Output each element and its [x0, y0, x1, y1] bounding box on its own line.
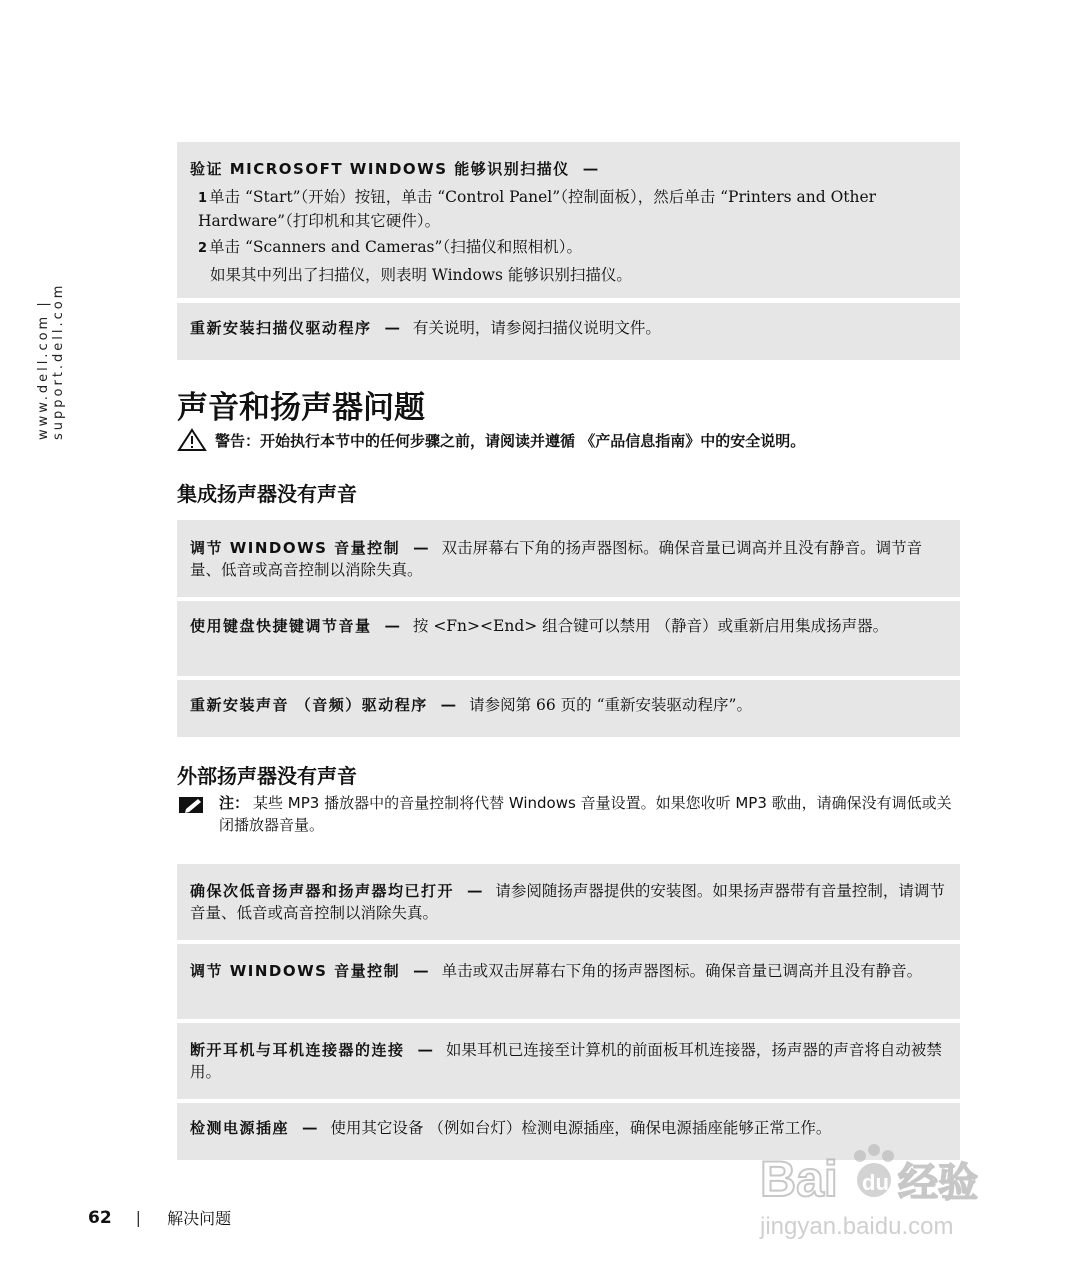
item-text: 双击屏幕右下角的扬声器图标。确保音量已调高并且没有静音。调节音量、低音或高音控制以消除失真。: [190, 539, 923, 579]
note-pencil-icon: [177, 794, 207, 816]
dash: —: [413, 961, 429, 980]
integrated-item: [177, 520, 960, 597]
item-text: 请参阅随扬声器提供的安装图。如果扬声器带有音量控制，请调节音量、低音或高音控制以消除失真。: [190, 882, 945, 922]
side-url: www.dell.com | support.dell.com: [36, 282, 66, 440]
scanner-reinstall-text: 有关说明，请参阅扫描仪说明文件。: [412, 319, 661, 337]
warning: [177, 428, 967, 452]
step-number: 2: [198, 241, 208, 256]
dash: —: [440, 695, 457, 714]
page-title: 声音和扬声器问题: [177, 390, 425, 426]
dash: —: [384, 318, 400, 337]
item-title: 调节 WINDOWS 音量控制: [190, 539, 401, 557]
page-number: 62: [88, 1207, 112, 1228]
footer-separator: |: [135, 1208, 142, 1227]
item-text: 使用其它设备 （例如台灯）检测电源插座，确保电源插座能够正常工作。: [330, 1119, 832, 1137]
dash: —: [582, 159, 599, 178]
step-2: [190, 236, 946, 260]
baidu-watermark-logo: [756, 1138, 1006, 1248]
note-text: 某些 MP3 播放器中的音量控制将代替 Windows 音量设置。如果您收听 MP3 歌曲，请确保没有调低或关闭播放器音量。: [219, 794, 952, 834]
item-title: 重新安装声音 （音频）驱动程序: [190, 696, 428, 714]
item-text: 如果耳机已连接至计算机的前面板耳机连接器，扬声器的声音将自动被禁用。: [190, 1041, 942, 1081]
external-heading: 外部扬声器没有声音: [177, 764, 357, 788]
scanner-reinstall-title: 重新安装扫描仪驱动程序: [190, 319, 372, 337]
integrated-item: [177, 601, 960, 676]
external-item: [177, 944, 960, 1019]
footer-section: 解决问题: [167, 1209, 232, 1228]
item-title: 检测电源插座: [190, 1119, 290, 1137]
item-title: 调节 WINDOWS 音量控制: [190, 962, 401, 980]
scanner-reinstall-box: [177, 303, 960, 360]
item-text: 请参阅第 66 页的 “重新安装驱动程序”。: [469, 696, 752, 714]
step-number: 1: [198, 191, 208, 206]
svg-text:Bai: Bai: [760, 1151, 838, 1207]
scanner-verify-title: 验证 MICROSOFT WINDOWS 能够识别扫描仪: [190, 160, 570, 178]
step-text: 单击 “Start”（开始）按钮，单击 “Control Panel”（控制面板），然后单击 “Printers and Other Hardware”（打印机和其它硬件）。: [198, 188, 877, 230]
svg-text:du: du: [862, 1170, 889, 1195]
integrated-heading: 集成扬声器没有声音: [177, 482, 357, 506]
warning-text: 警告：开始执行本节中的任何步骤之前，请阅读并遵循 《产品信息指南》中的安全说明。: [215, 431, 806, 450]
integrated-item: [177, 680, 960, 737]
dash: —: [301, 1118, 318, 1137]
step-text: 单击 “Scanners and Cameras”（扫描仪和照相机）。: [209, 238, 582, 256]
item-title: 断开耳机与耳机连接器的连接: [190, 1041, 405, 1059]
step-2-result: 如果其中列出了扫描仪，则表明 Windows 能够识别扫描仪。: [210, 266, 632, 284]
item-title: 确保次低音扬声器和扬声器均已打开: [190, 882, 455, 900]
svg-text:经验: 经验: [898, 1160, 978, 1206]
note-label: 注：: [219, 794, 250, 812]
item-title: 使用键盘快捷键调节音量: [190, 617, 372, 635]
dash: —: [384, 616, 400, 635]
scanner-verify-box: [177, 142, 960, 298]
step-1: [190, 186, 946, 232]
note: [177, 792, 957, 836]
dash: —: [466, 881, 483, 900]
item-text: 单击或双击屏幕右下角的扬声器图标。确保音量已调高并且没有静音。: [441, 962, 923, 980]
dash: —: [417, 1040, 433, 1059]
item-text: 按 <Fn><End> 组合键可以禁用 （静音）或重新启用集成扬声器。: [412, 617, 889, 635]
warning-icon: [177, 428, 207, 452]
external-item: [177, 1023, 960, 1099]
external-item: [177, 864, 960, 940]
dash: —: [413, 538, 429, 557]
footer: [88, 1206, 231, 1229]
watermark-url: jingyan.baidu.com: [760, 1213, 954, 1240]
